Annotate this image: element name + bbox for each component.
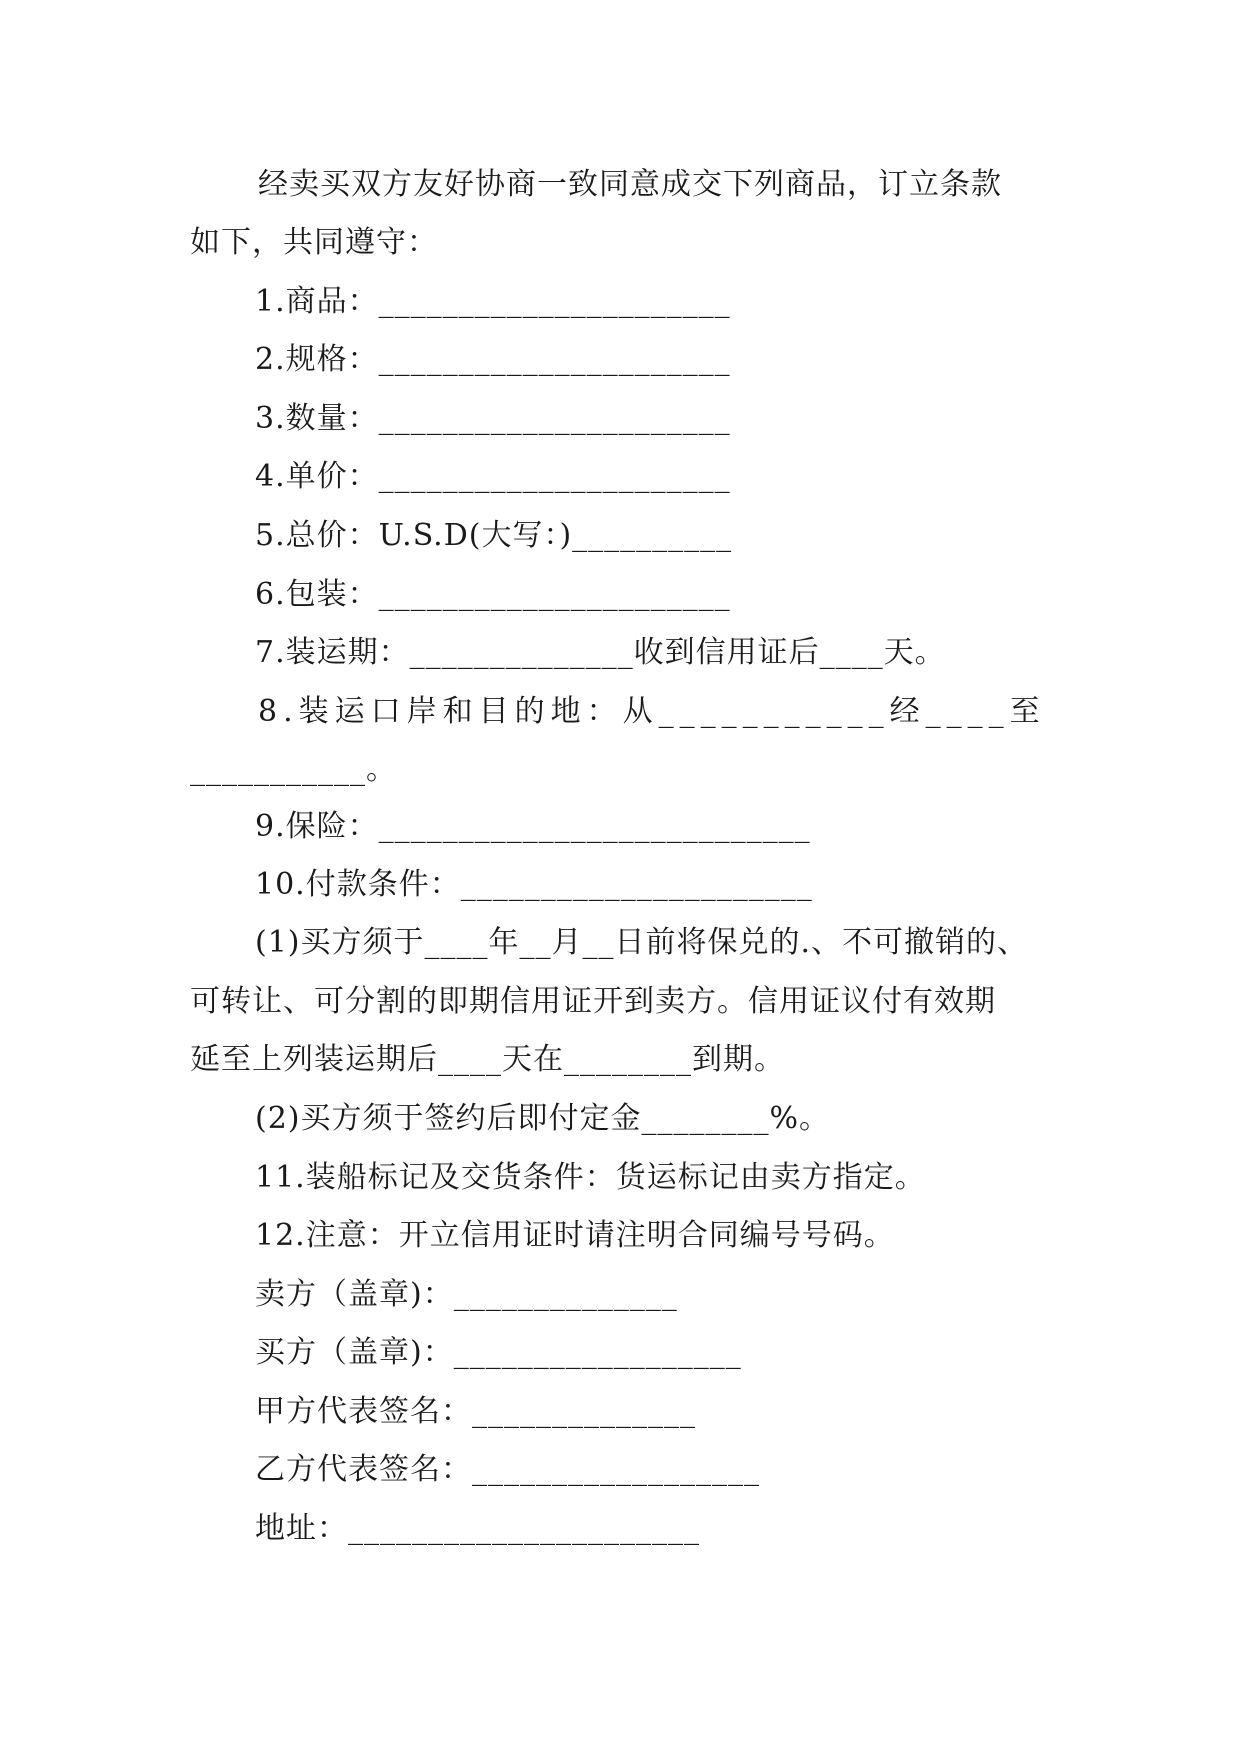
payment-term-1-line-2: 可转让、可分割的即期信用证开到卖方。信用证议付有效期 (190, 984, 996, 1019)
buyer-seal: 买方（盖章)：__________________ (255, 1335, 742, 1370)
payment-term-1-line-3: 延至上列装运期后____天在________到期。 (190, 1042, 785, 1077)
clause-shipment-period: 7.装运期：______________收到信用证后____天。 (255, 635, 946, 670)
clause-shipping-marks: 11.装船标记及交货条件：货运标记由卖方指定。 (255, 1160, 926, 1195)
clause-specification: 2.规格：______________________ (255, 342, 731, 377)
clause-ports-line-2: ___________。 (190, 752, 397, 787)
clause-ports-line-1: 8.装运口岸和目的地：从___________经____至 (258, 694, 1046, 729)
party-a-signature: 甲方代表签名：______________ (255, 1394, 696, 1429)
clause-note: 12.注意：开立信用证时请注明合同编号号码。 (255, 1218, 895, 1253)
clause-goods: 1.商品：______________________ (255, 284, 731, 319)
clause-total-price: 5.总价：U.S.D(大写：)__________ (255, 518, 733, 553)
address: 地址：______________________ (255, 1511, 700, 1546)
clause-unit-price: 4.单价：______________________ (255, 459, 731, 494)
payment-term-1-line-1: (1)买方须于____年__月__日前将保兑的.、不可撤销的、 (255, 925, 1029, 960)
clause-payment-terms: 10.付款条件：______________________ (255, 867, 813, 902)
clause-packing: 6.包装：______________________ (255, 577, 731, 612)
intro-line-2: 如下，共同遵守： (190, 225, 438, 260)
party-b-signature: 乙方代表签名：__________________ (255, 1452, 760, 1487)
clause-insurance: 9.保险：___________________________ (255, 809, 811, 844)
clause-quantity: 3.数量：______________________ (255, 401, 731, 436)
payment-term-2: (2)买方须于签约后即付定金________%。 (255, 1101, 831, 1136)
seller-seal: 卖方（盖章)：______________ (255, 1277, 678, 1312)
intro-line-1: 经卖买双方友好协商一致同意成交下列商品，订立条款 (258, 167, 1002, 202)
